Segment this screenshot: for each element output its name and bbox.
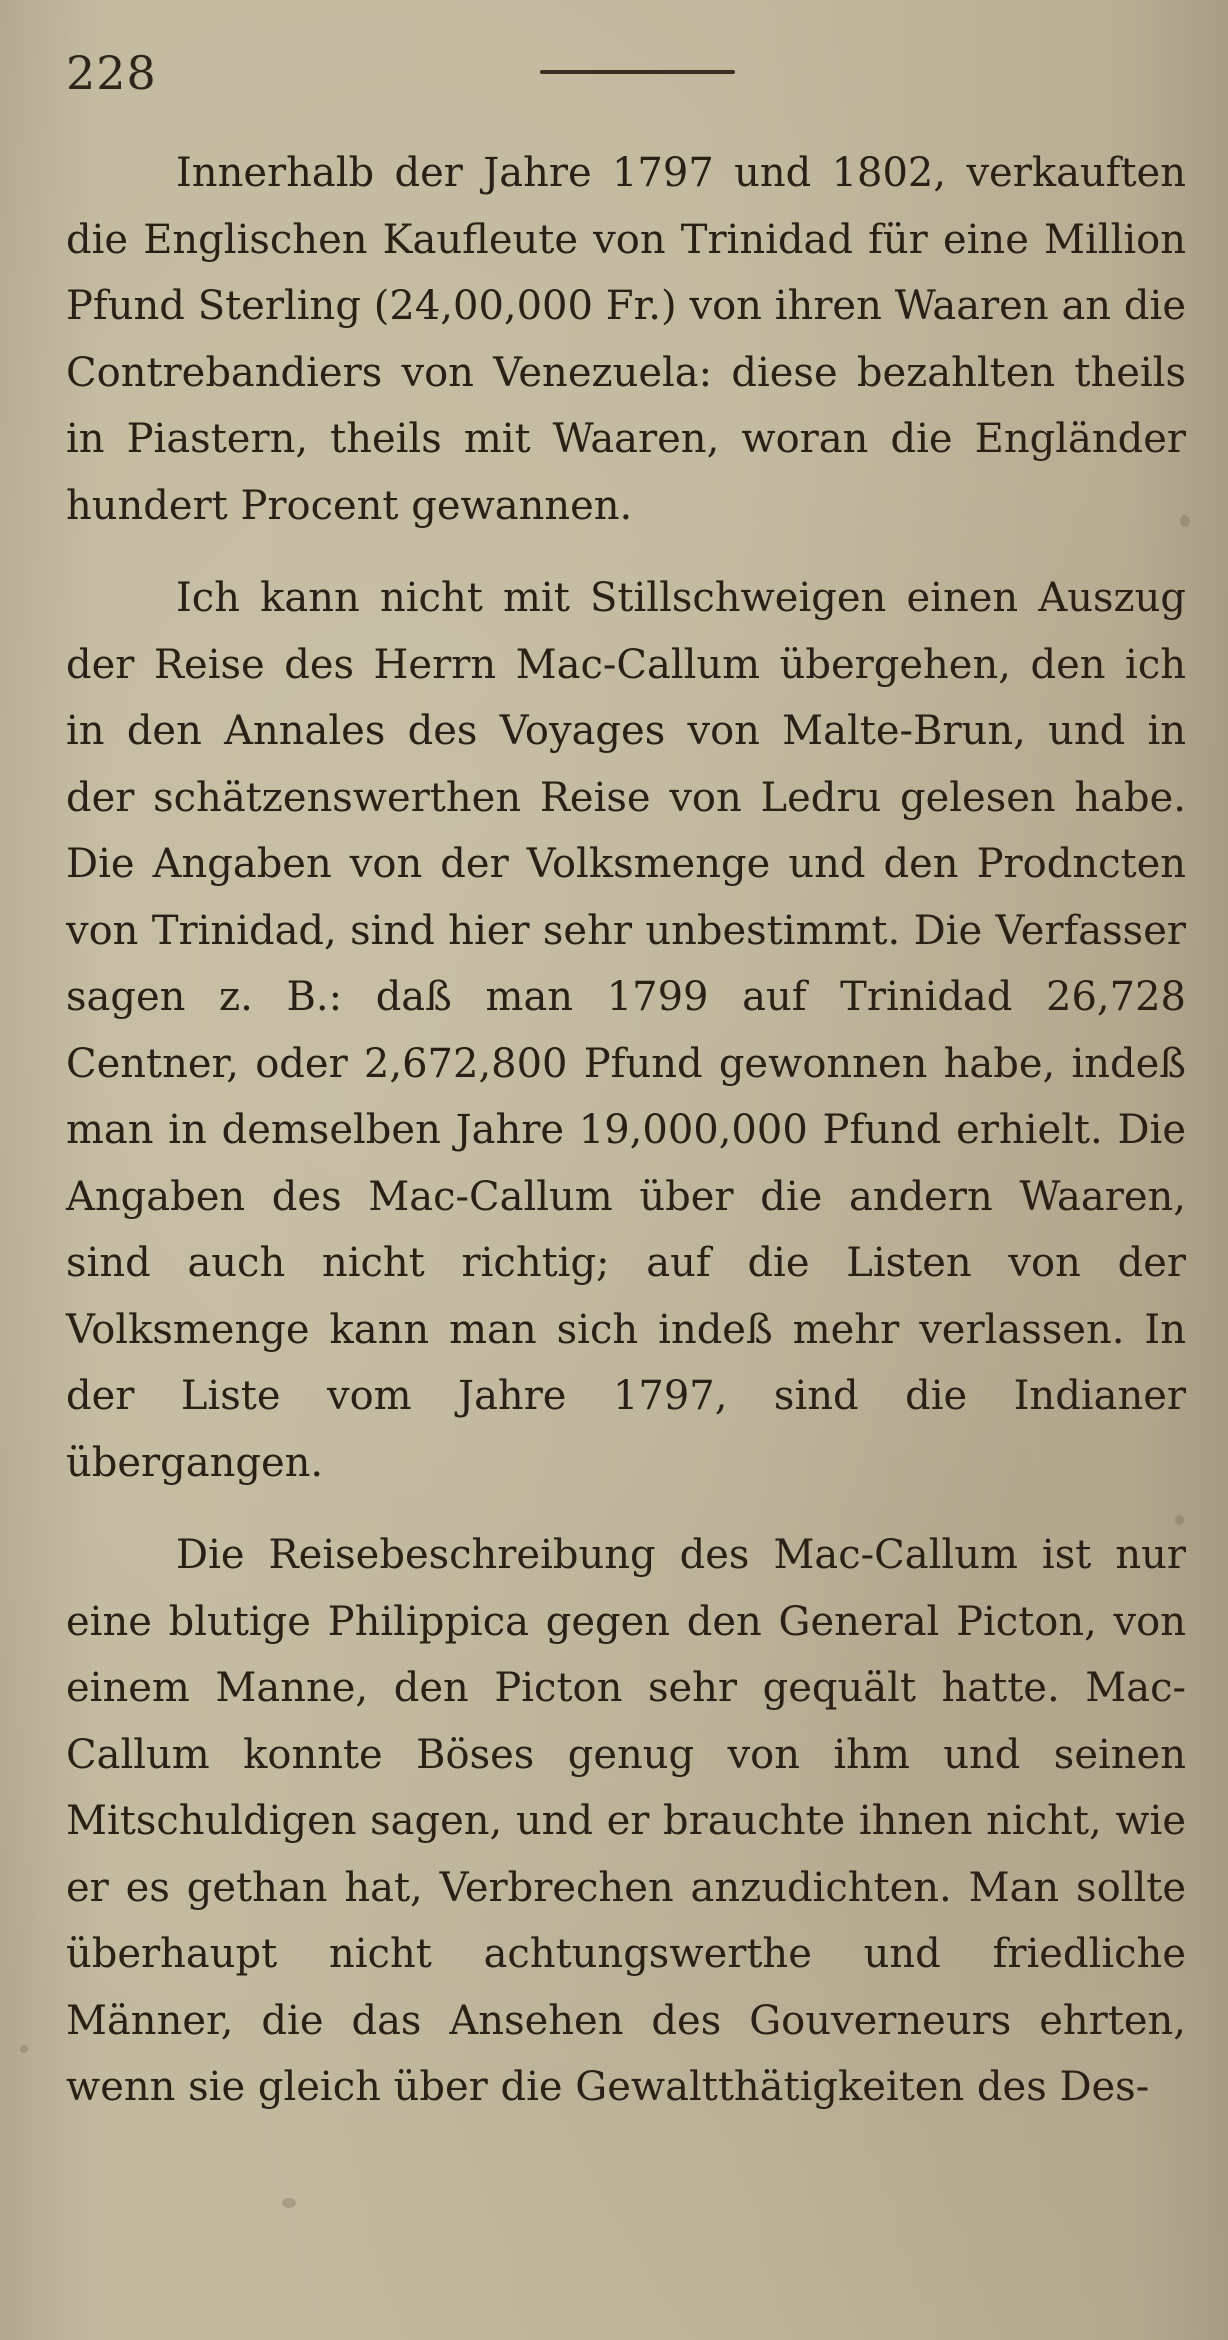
page-number: 228 <box>66 46 157 100</box>
paper-stain <box>1180 515 1190 527</box>
paragraph-3: Die Reisebeschreibung des Mac-Callum ist nur eine blutige Philippica gegen den General Picton, von einem Manne, den Picton sehr gequält hatte. Mac-Callum konnte Böses genug von ihm und seinen Mitschuldigen sagen, und er brauchte ihnen nicht, wie er es gethan hat, Verbrechen anzudichten. Man sollte überhaupt nicht achtungswerthe und friedliche Männer, die das Ansehen des Gouverneurs ehrten, wenn sie gleich über die Gewaltthätigkeiten des Des- <box>66 1532 1186 2110</box>
paragraph-1: Innerhalb der Jahre 1797 und 1802, verkauften die Englischen Kaufleute von Trinidad für eine Million Pfund Sterling (24,00,000 Fr.) von ihren Waaren an die Contrebandiers von Venezuela: diese bezahlten theils in Piastern, theils mit Waaren, woran die Engländer hundert Procent gewannen. <box>66 150 1186 529</box>
paragraph-2: Ich kann nicht mit Stillschweigen einen Auszug der Reise des Herrn Mac-Callum übergehen, den ich in den Annales des Voyages von Malte-Brun, und in der schätzenswerthen Reise von Ledru gelesen habe. Die Angaben von der Volksmenge und den Prodncten von Trinidad, sind hier sehr unbestimmt. Die Verfasser sagen z. B.: daß man 1799 auf Trinidad 26,728 Centner, oder 2,672,800 Pfund gewonnen habe, indeß man in demselben Jahre 19,000,000 Pfund erhielt. Die Angaben des Mac-Callum über die andern Waaren, sind auch nicht richtig; auf die Listen von der Volksmenge kann man sich indeß mehr verlassen. In der Liste vom Jahre 1797, sind die Indianer übergangen. <box>66 575 1186 1486</box>
header-rule <box>540 70 735 74</box>
paper-stain <box>20 2045 28 2053</box>
paper-stain <box>1175 1515 1184 1525</box>
paper-stain <box>282 2198 296 2208</box>
